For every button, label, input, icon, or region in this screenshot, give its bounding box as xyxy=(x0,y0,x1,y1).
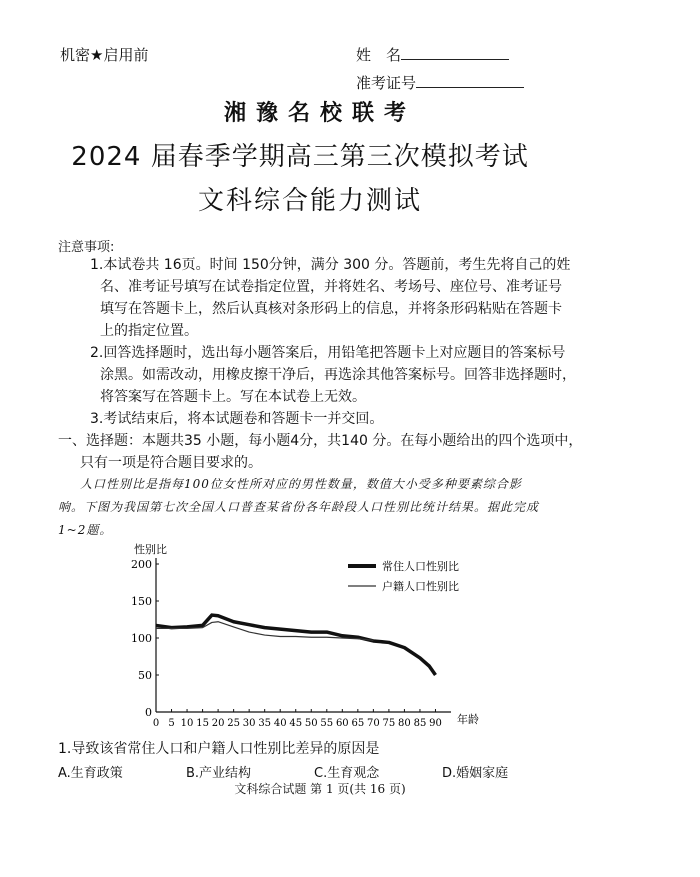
y-tick-label: 0 xyxy=(145,706,152,719)
confidential-mark: 机密★启用前 xyxy=(60,46,149,64)
x-tick-label: 85 xyxy=(413,718,427,729)
x-tick-label: 35 xyxy=(258,718,272,729)
x-tick-label: 80 xyxy=(398,718,411,729)
y-tick-label: 50 xyxy=(138,669,152,682)
x-tick-label: 30 xyxy=(242,718,256,729)
notice-item-2 xyxy=(90,342,576,408)
x-tick-label: 90 xyxy=(429,718,442,729)
option-a[interactable]: A.生育政策 xyxy=(58,766,123,781)
intro-line-2: 响。下图为我国第七次全国人口普查某省份各年龄段人口性别比统计结果。据此完成 xyxy=(58,500,540,514)
y-axis-title: 性别比 xyxy=(134,543,167,556)
intro-line-1: 人口性别比是指每100位女性所对应的男性数量，数值大小受多种要素综合影 xyxy=(80,477,522,491)
legend-label-resident: 常住人口性别比 xyxy=(382,560,459,573)
x-axis-title: 年龄 xyxy=(457,713,479,726)
option-b[interactable]: B.产业结构 xyxy=(186,766,252,781)
series-line-resident xyxy=(156,615,435,675)
x-tick-label: 55 xyxy=(320,718,334,729)
y-tick-label: 100 xyxy=(131,632,152,645)
notice-item-1 xyxy=(90,254,570,342)
x-tick-label: 40 xyxy=(273,718,287,729)
x-tick-label: 0 xyxy=(152,718,160,729)
exam-title: 2024 届春季学期高三第三次模拟考试 xyxy=(71,142,529,172)
notice-line: 上的指定位置。 xyxy=(100,323,198,339)
section-line-2: 只有一项是符合题目要求的。 xyxy=(80,455,262,471)
notice-line: 将答案写在答题卡上。写在本试卷上无效。 xyxy=(100,389,366,405)
x-tick-label: 75 xyxy=(382,718,396,729)
x-tick-label: 65 xyxy=(351,718,365,729)
x-tick-label: 15 xyxy=(196,718,209,729)
subject-title: 文科综合能力测试 xyxy=(197,186,422,216)
notice-line: 1.本试卷共 16页。时间 150分钟，满分 300 分。答题前，考生先将自己的姓 xyxy=(90,257,571,273)
option-c[interactable]: C.生育观念 xyxy=(314,766,380,781)
page-footer: 文科综合试题 第 1 页(共 16 页) xyxy=(234,782,406,796)
exam-id-field[interactable] xyxy=(356,72,524,93)
notice-line: 2.回答选择题时，选出每小题答案后，用铅笔把答题卡上对应题目的答案标号 xyxy=(90,345,566,361)
question-1-stem: 1.导致该省常住人口和户籍人口性别比差异的原因是 xyxy=(58,741,380,757)
option-d[interactable]: D.婚姻家庭 xyxy=(442,766,509,781)
exam-id-label: 准考证号 xyxy=(356,74,417,92)
notice-line: 涂黑。如需改动，用橡皮擦干净后，再选涂其他答案标号。回答非选择题时， xyxy=(100,367,576,383)
section-line-1: 一、选择题：本题共35 小题，每小题4分，共140 分。在每小题给出的四个选项中， xyxy=(58,433,583,449)
notice-line: 名、准考证号填写在试卷指定位置，并将姓名、考场号、座位号、准考证号 xyxy=(100,279,562,295)
exam-id-blank[interactable] xyxy=(416,73,524,88)
x-tick-label: 50 xyxy=(304,718,318,729)
y-tick-label: 150 xyxy=(131,595,152,608)
series-line-registered xyxy=(156,622,373,641)
sex-ratio-chart xyxy=(120,540,520,730)
name-blank[interactable] xyxy=(401,45,509,60)
union-title: 湘豫名校联考 xyxy=(223,101,416,126)
x-tick-label: 70 xyxy=(367,718,380,729)
notice-item-3 xyxy=(90,408,383,430)
notice-line: 填写在答题卡上，然后认真核对条形码上的信息，并将条形码粘贴在答题卡 xyxy=(100,301,562,317)
x-tick-label: 45 xyxy=(289,718,303,729)
name-label: 姓 名 xyxy=(356,46,402,64)
section-heading xyxy=(58,430,582,474)
intro-line-3: 1~2题。 xyxy=(58,523,113,537)
x-tick-label: 20 xyxy=(211,718,225,729)
notice-line: 3.考试结束后，将本试题卷和答题卡一并交回。 xyxy=(90,411,384,427)
y-tick-label: 200 xyxy=(131,558,152,571)
name-field[interactable] xyxy=(356,44,509,65)
legend-label-registered: 户籍人口性别比 xyxy=(382,580,459,593)
notice-heading: 注意事项: xyxy=(58,240,115,255)
x-tick-label: 10 xyxy=(180,718,194,729)
x-tick-label: 25 xyxy=(227,718,240,729)
x-tick-label: 5 xyxy=(168,718,175,729)
x-tick-label: 60 xyxy=(335,718,349,729)
